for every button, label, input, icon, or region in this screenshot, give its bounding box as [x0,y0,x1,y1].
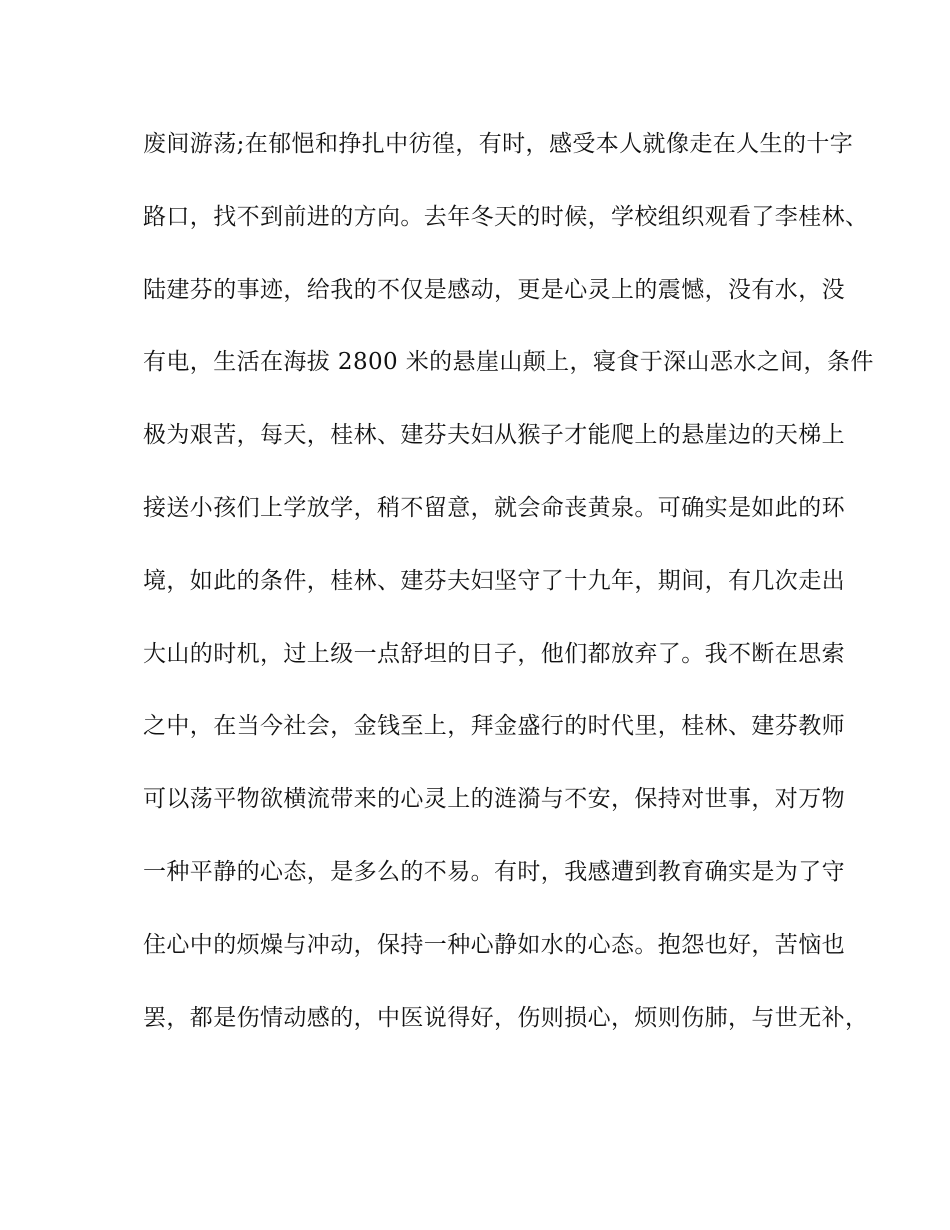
text-line-5: 极为艰苦，每天，桂林、建芬夫妇从猴子才能爬上的悬崖边的天梯上 [143,422,845,449]
text-line-6: 接送小孩们上学放学，稍不留意，就会命丧黄泉。可确实是如此的环 [143,494,845,521]
text-line-7: 境，如此的条件，桂林、建芬夫妇坚守了十九年，期间，有几次走出 [143,567,845,594]
text-line-2: 路口，找不到前进的方向。去年冬天的时候，学校组织观看了李桂林、 [143,203,869,230]
text-line-4: 有电，生活在海拔 2800 米的悬崖山颠上，寝食于深山恶水之间，条件 [143,349,874,376]
body-text [143,122,874,1068]
text-line-3: 陆建芬的事迹，给我的不仅是感动，更是心灵上的震憾，没有水，没 [143,276,845,303]
text-line-8: 大山的时机，过上级一点舒坦的日子，他们都放弃了。我不断在思索 [143,640,845,667]
text-line-13: 罢，都是伤情动感的，中医说得好，伤则损心，烦则伤肺，与世无补， [143,1004,869,1031]
text-line-10: 可以荡平物欲横流带来的心灵上的涟漪与不安，保持对世事，对万物 [143,786,845,813]
text-line-11: 一种平静的心态，是多么的不易。有时，我感遭到教育确实是为了守 [143,858,845,885]
text-line-12: 住心中的烦燥与冲动，保持一种心静如水的心态。抱怨也好，苦恼也 [143,931,845,958]
text-line-1: 废间游荡;在郁悒和挣扎中彷徨，有时，感受本人就像走在人生的十字 [143,131,854,157]
text-line-9: 之中，在当今社会，金钱至上，拜金盛行的时代里，桂林、建芬教师 [143,713,845,740]
